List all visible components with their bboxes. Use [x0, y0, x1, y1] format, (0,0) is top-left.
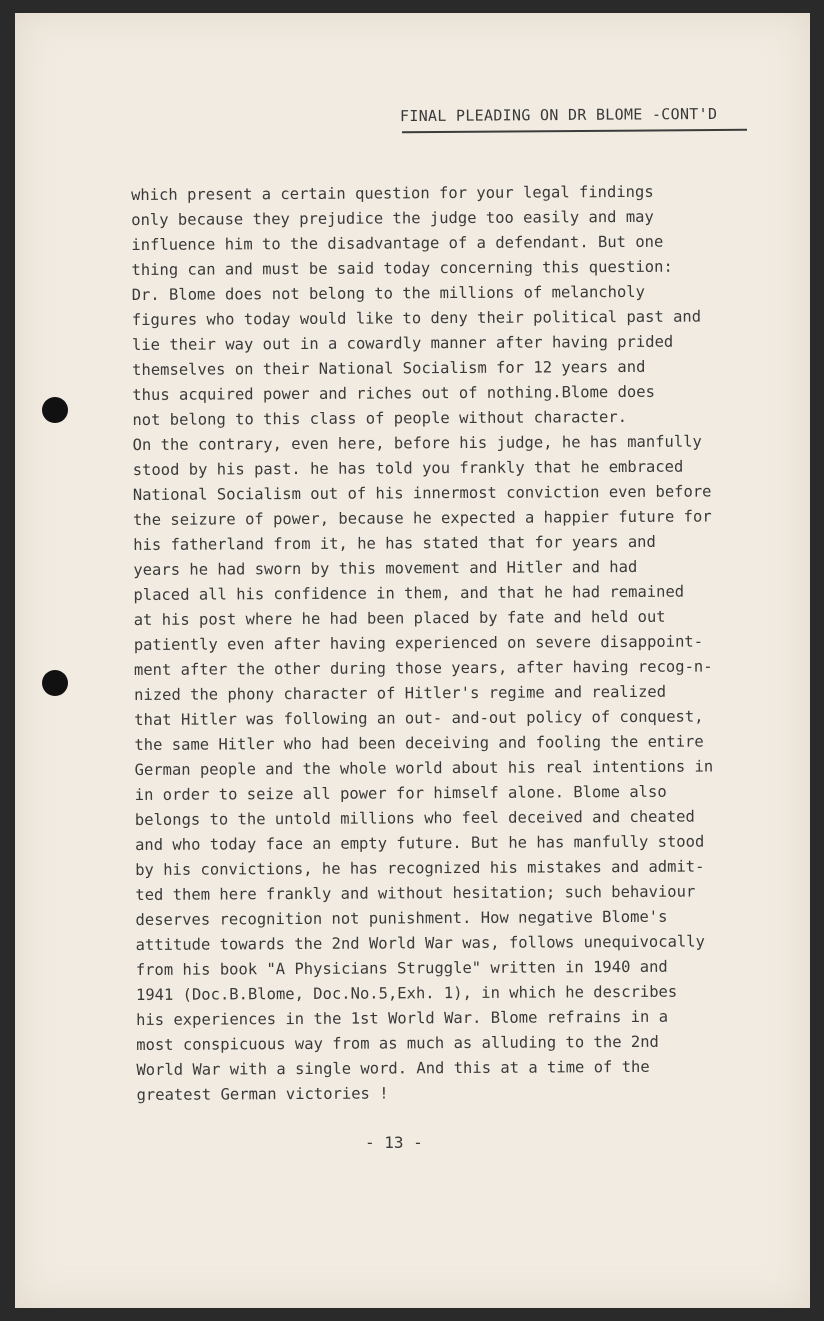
header-underline: [402, 129, 747, 133]
text-line: not belong to this class of people without character.: [132, 407, 628, 429]
page-number: - 13 -: [365, 1133, 423, 1152]
text-line: nized the phony character of Hitler's regime and realized: [134, 682, 667, 704]
text-line: the same Hitler who had been deceiving and fooling the entire: [134, 732, 704, 754]
text-line: themselves on their National Socialism for 12 years and: [132, 357, 646, 379]
text-line: deserves recognition not punishment. How negative Blome's: [135, 907, 668, 929]
document-page: [15, 13, 810, 1308]
text-line: in order to seize all power for himself alone. Blome also: [134, 782, 667, 804]
text-line: lie their way out in a cowardly manner after having prided: [131, 332, 674, 354]
text-line: greatest German victories !: [136, 1084, 389, 1104]
text-line: ment after the other during those years, after having recog-n-: [133, 657, 713, 679]
text-line: influence him to the disadvantage of a defendant. But one: [131, 232, 664, 254]
text-line: thus acquired power and riches out of nothing.Blome does: [132, 382, 655, 404]
text-line: On the contrary, even here, before his judge, he has manfully: [132, 432, 702, 454]
punch-hole: [42, 670, 68, 696]
text-line: 1941 (Doc.B.Blome, Doc.No.5,Exh. 1), in which he describes: [135, 982, 678, 1004]
text-line: World War with a single word. And this at a time of the: [136, 1057, 650, 1079]
text-line: by his convictions, he has recognized his mistakes and admit-: [135, 857, 705, 879]
text-line: National Socialism out of his innermost conviction even before: [132, 482, 712, 504]
text-line: the seizure of power, because he expected a happier future for: [133, 507, 712, 529]
text-line: and who today face an empty future. But he has manfully stood: [134, 832, 705, 854]
text-line: at his post where he had been placed by fate and held out: [133, 607, 666, 629]
text-line: attitude towards the 2nd World War was, follows unequivocally: [135, 932, 705, 954]
text-line: patiently even after having experienced on severe disappoint-: [133, 632, 704, 654]
text-line: thing can and must be said today concerning this question:: [131, 257, 673, 279]
text-line: placed all his confidence in them, and that he had remained: [133, 582, 685, 604]
text-line: ted them here frankly and without hesitation; such behaviour: [135, 882, 696, 904]
text-line: which present a certain question for your legal findings: [131, 182, 654, 204]
text-line: that Hitler was following an out- and-out policy of conquest,: [134, 707, 704, 729]
page-header: FINAL PLEADING ON DR BLOME -CONT'D: [399, 104, 718, 126]
text-line: belongs to the untold millions who feel deceived and cheated: [134, 807, 695, 829]
text-line: years he had sworn by this movement and Hitler and had: [133, 557, 638, 579]
text-line: figures who today would like to deny their political past and: [131, 307, 702, 329]
text-line: from his book "A Physicians Struggle" written in 1940 and: [135, 957, 668, 979]
text-line: Dr. Blome does not belong to the millions of melancholy: [131, 282, 645, 304]
punch-hole: [42, 397, 68, 423]
body-text: [131, 179, 787, 1108]
text-line: German people and the whole world about his real intentions in: [134, 757, 714, 779]
text-line: his experiences in the 1st World War. Blome refrains in a: [136, 1007, 669, 1029]
text-line: stood by his past. he has told you frankly that he embraced: [132, 457, 684, 479]
text-line: his fatherland from it, he has stated that for years and: [133, 532, 656, 554]
text-line: only because they prejudice the judge too easily and may: [131, 207, 654, 229]
text-line: most conspicuous way from as much as alluding to the 2nd: [136, 1032, 659, 1054]
